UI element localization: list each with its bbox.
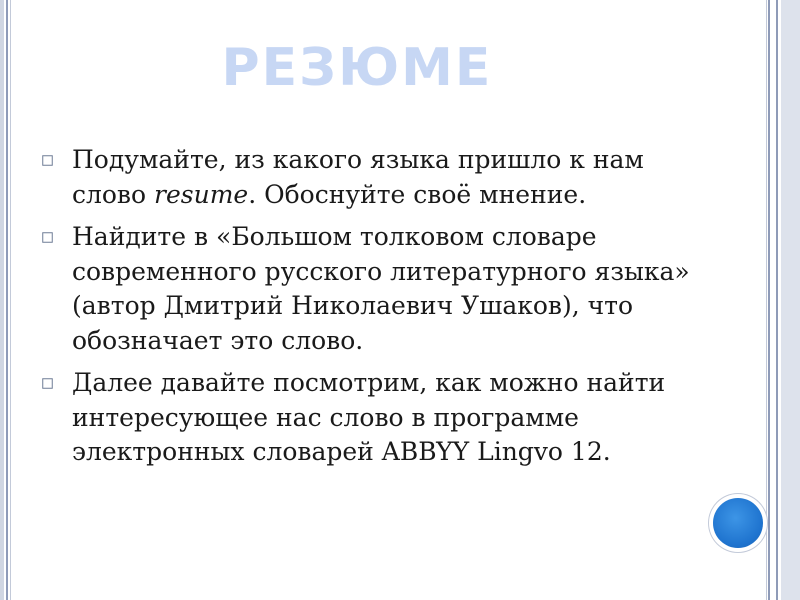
bullet-item: [42, 143, 702, 212]
hollow-square-bullet-icon: [42, 232, 53, 243]
bullet-text: Найдите в «Большом толковом словаре современного русского литературного языка» (автор Дмитрий Николаевич Ушаков), что обозначает это слово.: [72, 222, 690, 355]
blue-circle-icon: [713, 498, 763, 548]
hollow-square-bullet-icon: [42, 155, 53, 166]
bullet-list: [42, 143, 702, 478]
bullet-item: [42, 366, 702, 470]
right-frame-line: [768, 0, 770, 600]
italic-term: resume: [154, 179, 249, 209]
hollow-square-bullet-icon: [42, 378, 53, 389]
right-frame-line-outer: [776, 0, 778, 600]
slide-title: РЕЗЮМЕ: [221, 38, 493, 98]
right-frame-band: [781, 0, 800, 600]
bullet-item: [42, 220, 702, 358]
bullet-text: Далее давайте посмотрим, как можно найти интересующее нас слово в программе электронных словарей ABBYY Lingvo 12.: [72, 368, 666, 466]
bullet-text: Подумайте, из какого языка пришло к нам слово: [72, 145, 644, 209]
bullet-text: . Обоснуйте своё мнение.: [248, 179, 587, 209]
right-frame-line-inner: [766, 0, 767, 600]
